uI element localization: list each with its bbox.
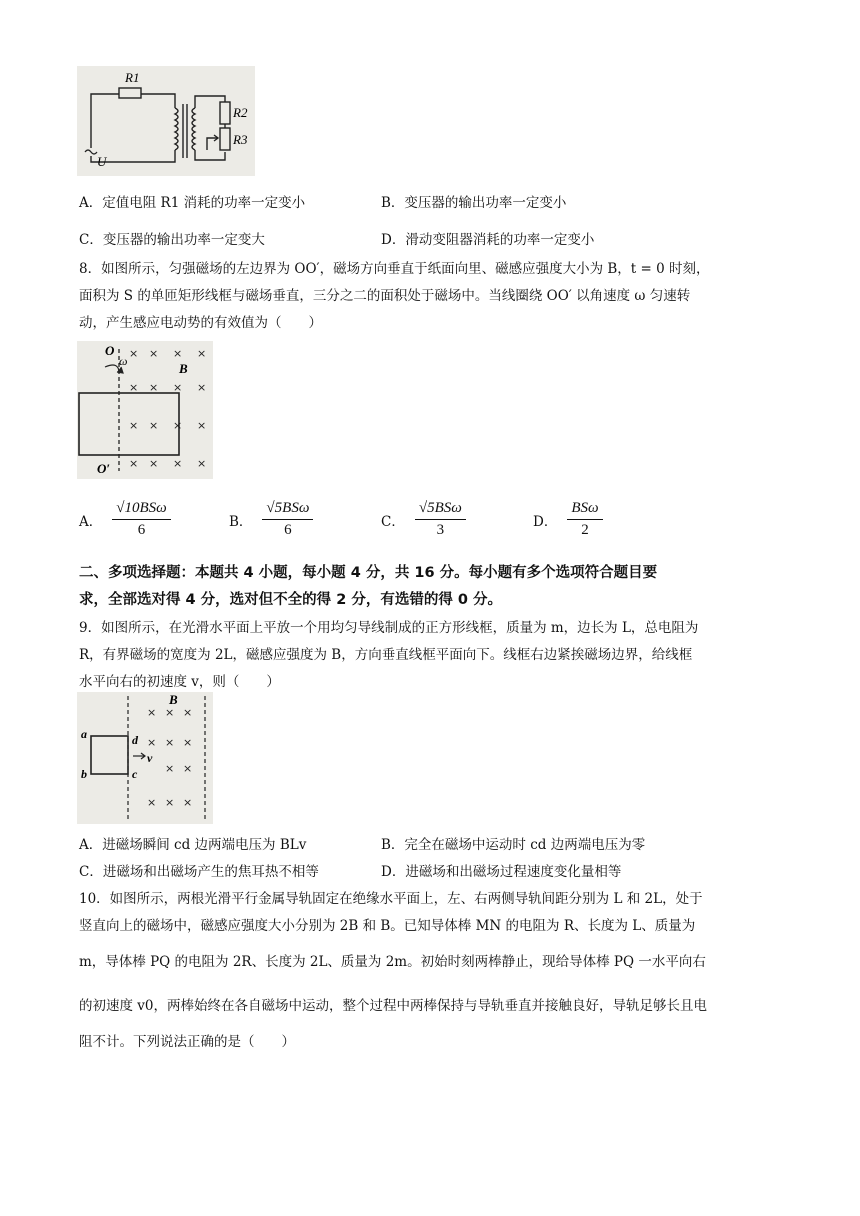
option-letter: B． (229, 513, 253, 530)
section-heading-line2: 求，全部选对得 4 分，选对但不全的得 2 分，有选错的得 0 分。 (79, 592, 503, 608)
svg-text:×: × (183, 796, 193, 809)
svg-text:×: × (173, 347, 183, 360)
svg-text:×: × (165, 736, 175, 749)
d-label: d (132, 733, 138, 747)
c-label: c (132, 767, 138, 781)
q8-stem-line2: 面积为 S 的单匝矩形线框与磁场垂直，三分之二的面积处于磁场中。当线圈绕 OO′ 以角速度 ω 匀速转 (79, 288, 691, 304)
q9-option-c[interactable]: C．进磁场和出磁场产生的焦耳热不相等 (79, 864, 319, 880)
r2-label: R2 (233, 105, 248, 120)
transformer-circuit-figure (77, 66, 255, 176)
q9-stem-line1: 9．如图所示，在光滑水平面上平放一个用均匀导线制成的正方形线框，质量为 m，边长为 L，总电阻为 (79, 620, 699, 636)
fraction-numerator: √5BSω (415, 500, 466, 520)
svg-text:×: × (165, 796, 175, 809)
svg-text:×: × (149, 381, 159, 394)
svg-text:×: × (197, 419, 207, 432)
q10-stem-line3: m，导体棒 PQ 的电阻为 2R、长度为 2L、质量为 2m。初始时刻两棒静止，现给导体棒 PQ 一水平向右 (79, 954, 706, 970)
section-heading-line1: 二、多项选择题：本题共 4 小题，每小题 4 分，共 16 分。每小题有多个选项符合题目要 (79, 565, 658, 581)
svg-text:×: × (197, 457, 207, 470)
fraction-numerator: √5BSω (262, 500, 313, 520)
q8-option-a[interactable] (79, 500, 171, 539)
v-label: v (147, 751, 153, 765)
b-field-label: B (179, 361, 188, 376)
svg-text:×: × (165, 706, 175, 719)
svg-text:×: × (173, 381, 183, 394)
square-loop-field-figure (77, 692, 213, 824)
q7-option-b[interactable]: B．变压器的输出功率一定变小 (381, 195, 567, 211)
svg-text:×: × (149, 419, 159, 432)
q7-option-c[interactable]: C．变压器的输出功率一定变大 (79, 232, 265, 248)
q10-stem-line1: 10．如图所示，两根光滑平行金属导轨固定在绝缘水平面上，左、右两侧导轨间距分别为 L 和 2L，处于 (79, 891, 703, 907)
fraction (415, 500, 466, 539)
svg-text:×: × (183, 706, 193, 719)
svg-text:×: × (165, 762, 175, 775)
q8-stem-line1: 8．如图所示，匀强磁场的左边界为 OO′，磁场方向垂直于纸面向里、磁感应强度大小为 B，t = 0 时刻， (79, 261, 710, 277)
fraction-denominator: 2 (581, 522, 589, 538)
svg-text:×: × (173, 419, 183, 432)
fraction-denominator: 6 (137, 522, 146, 538)
q10-stem-line5: 阻不计。下列说法正确的是（ ） (79, 1034, 295, 1050)
r1-label: R1 (125, 70, 140, 85)
q8-option-d[interactable] (533, 500, 603, 539)
svg-text:×: × (149, 347, 159, 360)
fraction-numerator: BSω (567, 500, 602, 520)
svg-text:×: × (183, 736, 193, 749)
svg-text:×: × (147, 796, 157, 809)
q7-option-a[interactable]: A．定值电阻 R1 消耗的功率一定变小 (79, 195, 306, 211)
fraction-denominator: 3 (436, 522, 445, 538)
svg-text:×: × (173, 457, 183, 470)
fraction (112, 500, 171, 539)
svg-text:×: × (129, 457, 139, 470)
omega-label: ω (119, 354, 128, 368)
a-label: a (81, 727, 87, 741)
svg-text:×: × (129, 381, 139, 394)
svg-text:×: × (149, 457, 159, 470)
svg-text:×: × (183, 762, 193, 775)
u-label: U (97, 154, 107, 169)
q7-option-d[interactable]: D．滑动变阻器消耗的功率一定变小 (381, 232, 595, 248)
o-label: O (105, 343, 115, 358)
fraction (262, 500, 313, 539)
field-b-label: B (169, 692, 178, 707)
q8-stem-line3: 动，产生感应电动势的有效值为（ ） (79, 315, 322, 331)
o-prime-label: O′ (97, 461, 111, 476)
svg-text:×: × (129, 347, 139, 360)
svg-text:×: × (147, 736, 157, 749)
q9-option-b[interactable]: B．完全在磁场中运动时 cd 边两端电压为零 (381, 837, 646, 853)
fraction (567, 500, 602, 539)
q10-stem-line4: 的初速度 v0，两棒始终在各自磁场中运动，整个过程中两棒保持与导轨垂直并接触良好，导轨足够长且电 (79, 998, 708, 1014)
q9-option-d[interactable]: D．进磁场和出磁场过程速度变化量相等 (381, 864, 622, 880)
rotating-coil-figure (77, 341, 213, 479)
r3-label: R3 (233, 132, 248, 147)
q10-stem-line2: 竖直向上的磁场中，磁感应强度大小分别为 2B 和 B。已知导体棒 MN 的电阻为 R、长度为 L、质量为 (79, 918, 696, 934)
svg-text:×: × (129, 419, 139, 432)
q8-option-b[interactable] (229, 500, 313, 539)
svg-text:×: × (147, 706, 157, 719)
q8-option-c[interactable] (381, 500, 466, 539)
fraction-denominator: 6 (284, 522, 292, 538)
q9-stem-line3: 水平向右的初速度 v，则（ ） (79, 674, 280, 690)
svg-text:×: × (197, 347, 207, 360)
option-letter: D． (533, 513, 558, 530)
fraction-numerator: √10BSω (112, 500, 171, 520)
option-letter: A． (79, 513, 103, 530)
option-letter: C． (381, 513, 405, 530)
q9-stem-line2: R，有界磁场的宽度为 2L，磁感应强度为 B，方向垂直线框平面向下。线框右边紧挨磁场边界，给线框 (79, 647, 693, 663)
b-label: b (81, 767, 87, 781)
svg-text:×: × (197, 381, 207, 394)
q9-option-a[interactable]: A．进磁场瞬间 cd 边两端电压为 BLv (79, 837, 307, 853)
